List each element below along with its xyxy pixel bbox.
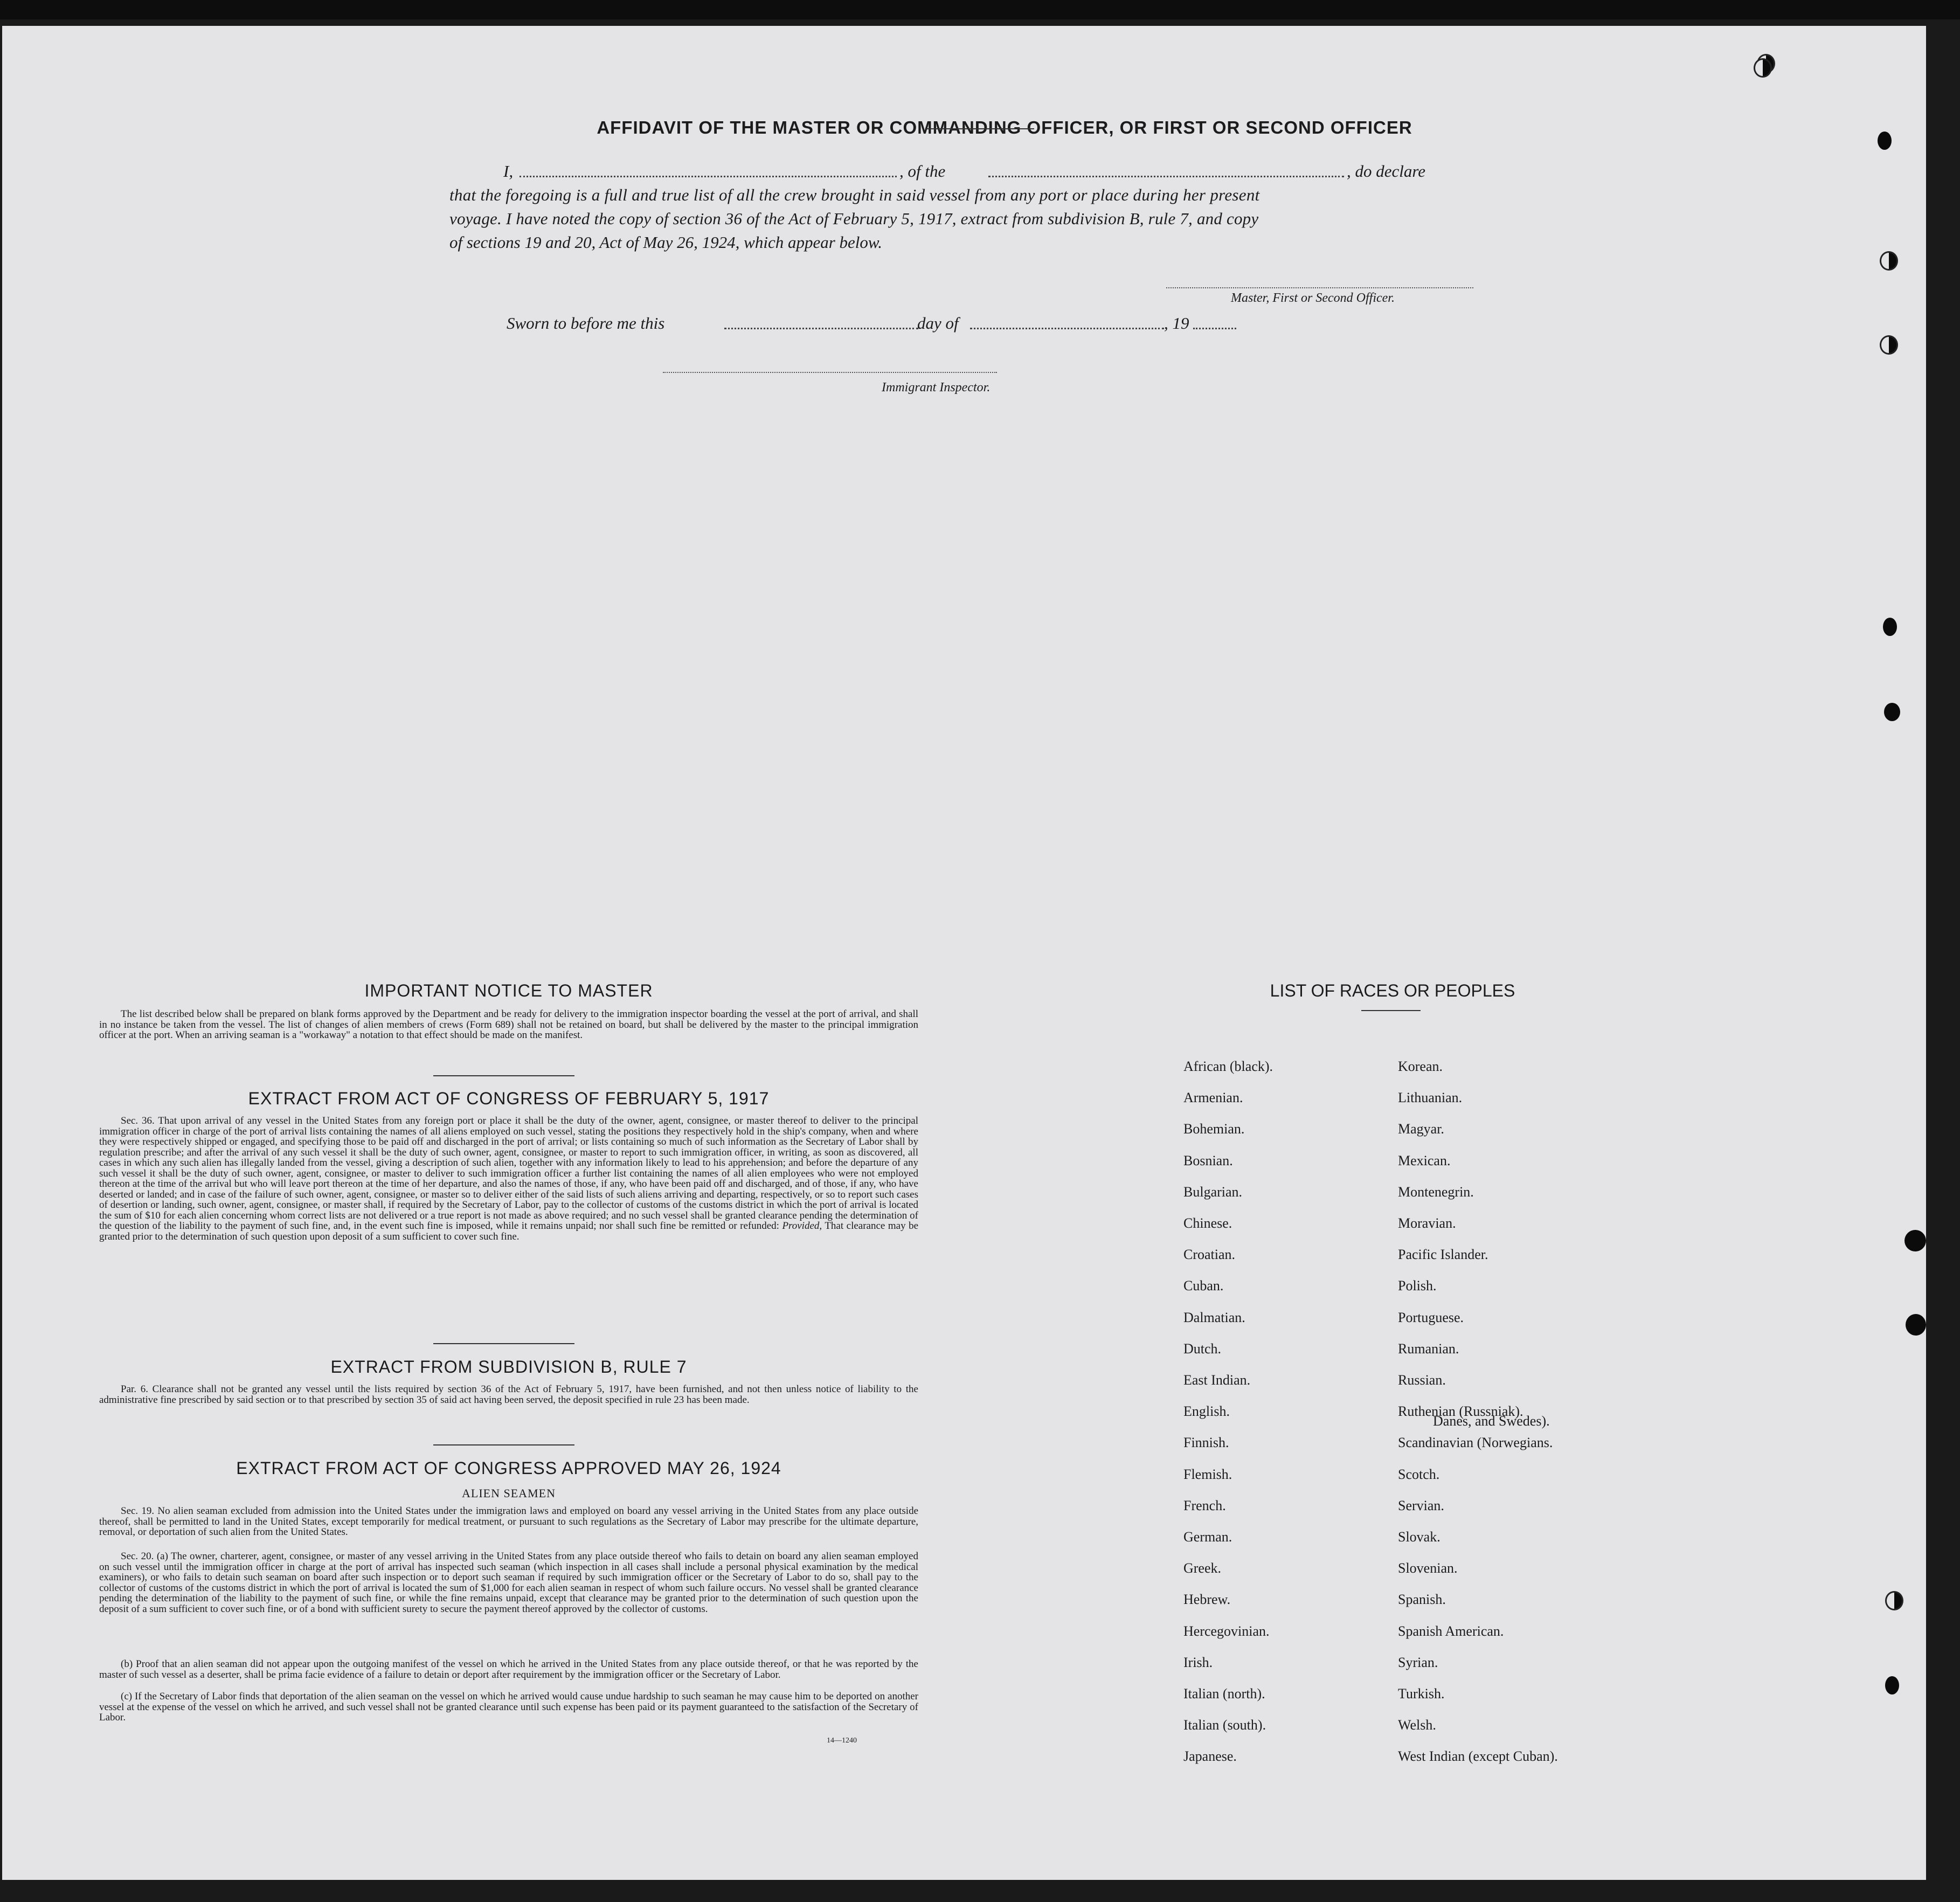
sec-36-body: That upon arrival of any vessel in the United States from any foreign port or place it shall be the duty of the owner, agent, consignee, or master thereof to deliver to the principal immigration officer in charge of the port of arrival lists containing the names of all aliens employed on such vessel, stating the positions they respectively hold in the ship's company, when and where they were respectively shipped or engaged, and specifying those to be paid off and discharged in the port of arrival; or lists containing so much of such information as the Secretary of Labor shall by regulation prescribe; and after the arrival of any such vessel it shall be the duty of such owner, agent, consignee, or master to report to such immigration officer, in writing, as soon as discovered, all cases in which any such alien has illegally landed from the vessel, giving a description of such alien, together with any information likely to lead to his apprehension; and before the departure of any such vessel it shall be the duty of such owner, agent, consignee, or master to deliver to such immigration officer a further list containing the names of all alien employees who were not employed thereon at the time of the arrival but who will leave port thereon at the time of her departure, and also the names of those, if any, who have been paid off and discharged, and of those, if any, who have deserted or landed; and in case of the failure of such owner, agent, consignee, or master so to deliver either of the said lists of such aliens arriving and departing, respectively, or so to report such cases of desertion or landing, such owner, agent, consignee, or master shall, if required by the Secretary of Labor, pay to the collector of customs of the customs district in which the port of arrival is located the sum of $10 for each alien concerning whom correct lists are not delivered or a true report is not made as above required; and no such vessel shall be granted clearance pending the determination of the question of the liability to the payment of such fine, and, in the event such fine is imposed, while it remains unpaid; nor shall such fine be remitted or refunded: [99,1115,918,1232]
sworn-month-field[interactable] [970,328,1164,329]
race-item: Hercegovinian. [1183,1623,1270,1639]
day-of-text: day of [917,314,959,333]
punch-hole [1884,703,1900,721]
race-item: Croatian. [1183,1247,1236,1263]
notice-text: The list described below shall be prepared on blank forms approved by the Department and be ready for delivery to the immigration inspector boarding the vessel at the port of arrival, and shall in no instance be taken from the vessel. The list of changes of alien members of crews (Form 689) shall not be retained on board, but shall be delivered by the master to the principal immigration officer at the port. When an arriving seaman is a "workaway" a notation to that effect should be made on the manifest. [99,1008,918,1041]
race-item: Bulgarian. [1183,1184,1243,1200]
race-item: Ruthenian (Russniak). [1398,1403,1523,1420]
race-item: German. [1183,1529,1232,1545]
race-item: Flemish. [1183,1466,1232,1482]
year-text: , 19 [1164,314,1189,333]
section-divider [433,1343,574,1344]
punch-hole [1906,1314,1926,1336]
form-number: 14—1240 [827,1737,857,1745]
punch-hole [1885,1591,1903,1610]
race-item: Cuban. [1183,1278,1224,1294]
race-item: Irish. [1183,1654,1213,1670]
race-item: African (black). [1183,1059,1273,1074]
race-item: Moravian. [1398,1215,1456,1231]
race-item: West Indian (except Cuban). [1398,1748,1558,1765]
provided-word: Provided, [782,1220,822,1232]
race-item: Pacific Islander. [1398,1247,1488,1263]
affidavit-line-2: that the foregoing is a full and true list of all the crew brought in said vessel from any port or place during her present [449,185,1260,204]
document-page [2,26,1926,1880]
race-item: Dutch. [1183,1340,1222,1357]
punch-hole [1880,251,1898,271]
sworn-text: Sworn to before me this [507,314,665,333]
race-item: Russian. [1398,1372,1446,1388]
affidavit-of-the: , of the [899,162,946,181]
master-label: Master, First or Second Officer. [1231,291,1395,305]
punch-hole [1883,618,1897,636]
race-item: Hebrew. [1183,1592,1231,1608]
sec-36-end: That clearance may be granted prior to the determination of such question upon deposit of a sum sufficient to cover such fine. [99,1220,918,1242]
sec-19-text: Sec. 19. No alien seaman excluded from admission into the United States under the immigration laws and employed on board any vessel arriving in the United States from any place outside thereof, shall be permitted to land in the United States, except temporarily for medical treatment, or pursuant to such regulations as the Secretary of Labor may prescribe for the ultimate departure, removal, or deportation of such alien from the United States. [99,1505,918,1538]
sec-20b-text: (b) Proof that an alien seaman did not appear upon the outgoing manifest of the vessel on which he arrived in the United States from any place outside thereof, or that he was reported by the master of such vessel as a deserter, shall be prima facie evidence of a failure to detain or deport after requirement by the immigration officer or the Secretary of Labor. [99,1658,918,1680]
section-divider [433,1075,574,1076]
affidavit-line-4: of sections 19 and 20, Act of May 26, 1924, which appear below. [449,233,883,252]
race-item: English. [1183,1403,1230,1420]
race-item: Portuguese. [1398,1309,1464,1325]
punch-hole [1754,58,1772,78]
race-item: Italian (south). [1183,1717,1266,1733]
race-item: Finnish. [1183,1435,1229,1451]
sworn-day-field[interactable] [724,328,918,329]
rule-7-title: EXTRACT FROM SUBDIVISION B, RULE 7 [330,1357,687,1377]
extract-1917-title: EXTRACT FROM ACT OF CONGRESS OF FEBRUARY 5, 1917 [248,1089,770,1108]
alien-seamen-subtitle: ALIEN SEAMEN [462,1486,556,1500]
race-item: Magyar. [1398,1121,1444,1137]
notice-title: IMPORTANT NOTICE TO MASTER [364,981,653,1000]
sec-20c-text: (c) If the Secretary of Labor finds that deportation of the alien seaman on the vessel on which he arrived would cause undue hardship to such seaman he may cause him to be deported on another vessel at the expense of the vessel on which he arrived, and such vessel shall not be granted clearance until such expense has been paid or its payment guaranteed to the satisfaction of the Secretary of Labor. [99,1691,918,1723]
master-signature-line[interactable] [1166,287,1473,288]
race-item: Montenegrin. [1398,1184,1474,1200]
race-item: Spanish American. [1398,1623,1504,1639]
affidavit-title: AFFIDAVIT OF THE MASTER OR COMMANDING OFFICER, OR FIRST OR SECOND OFFICER [597,117,1412,137]
affidavit-i: I, [503,162,514,181]
race-item: Spanish. [1398,1592,1446,1608]
race-item: Scandinavian (Norwegians. [1398,1435,1553,1451]
punch-hole [1878,132,1892,150]
races-divider [1361,1010,1421,1011]
inspector-label: Immigrant Inspector. [882,381,991,395]
race-item: Chinese. [1183,1215,1232,1231]
race-item: Slovak. [1398,1529,1440,1545]
sec-36-label: Sec. 36. [121,1115,155,1126]
scan-top-edge [0,0,1960,19]
inspector-signature-line[interactable] [663,372,997,373]
race-item: Welsh. [1398,1717,1436,1733]
race-item: Bohemian. [1183,1121,1245,1137]
extract-1924-title: EXTRACT FROM ACT OF CONGRESS APPROVED MAY 26, 1924 [236,1458,781,1478]
name-field[interactable] [520,176,897,177]
race-item: Mexican. [1398,1152,1451,1168]
affidavit-line-3: voyage. I have noted the copy of section 36 of the Act of February 5, 1917, extract from subdivision B, rule 7, and copy [449,209,1259,228]
race-item: Armenian. [1183,1090,1243,1106]
race-item: East Indian. [1183,1372,1251,1388]
race-item: Polish. [1398,1278,1437,1294]
race-item: Greek. [1183,1560,1222,1576]
race-item: Scotch. [1398,1466,1440,1482]
race-item: Japanese. [1183,1748,1237,1765]
section-divider [433,1444,574,1445]
title-underline [926,128,1034,129]
race-item: Syrian. [1398,1654,1438,1670]
race-item: Slovenian. [1398,1560,1458,1576]
race-item: Turkish. [1398,1686,1445,1702]
extract-1917-text [99,1116,918,1242]
punch-hole [1885,1676,1899,1694]
vessel-field[interactable] [988,176,1344,177]
race-item: Dalmatian. [1183,1309,1245,1325]
races-title: LIST OF RACES OR PEOPLES [1270,981,1515,1000]
sworn-year-field[interactable] [1193,328,1236,329]
race-item: Bosnian. [1183,1152,1233,1168]
race-item: Lithuanian. [1398,1090,1463,1106]
punch-hole [1880,335,1898,355]
race-item: Servian. [1398,1497,1444,1513]
rule-7-text: Par. 6. Clearance shall not be granted any vessel until the lists required by section 36 of the Act of February 5, 1917, have been furnished, and not then unless notice of liability to the administrative fine prescribed by said section or to that prescribed by section 35 of said act having been served, the deposit specified in rule 23 has been made. [99,1384,918,1406]
race-item: Italian (north). [1183,1686,1265,1702]
race-item: French. [1183,1497,1226,1513]
race-item: Rumanian. [1398,1340,1459,1357]
race-item: Korean. [1398,1059,1443,1074]
sec-20a-text: Sec. 20. (a) The owner, charterer, agent, consignee, or master of any vessel arriving in the United States from any place outside thereof who fails to detain on board any alien seaman employed on such vessel until the immigration officer in charge at the port of arrival has inspected such seaman (which inspection in all cases shall include a personal physical examination by the medical examiners), or who fails to detain such seaman on board after such inspection or to deport such seaman if required by such immigration officer or the Secretary of Labor to do so, shall pay to the collector of customs of the customs district in which the port of arrival is located the sum of $1,000 for each alien seaman in respect of whom such failure occurs. No vessel shall be granted clearance pending the determination of the liability to the payment of such fine, or while the fine remains unpaid, except that clearance may be granted prior to the determination of such question upon the deposit of a sum sufficient to cover such fine, or of a bond with sufficient surety to secure the payment thereof approved by the collector of customs. [99,1551,918,1615]
race-scandinavian-cont: Danes, and Swedes). [1433,1413,1550,1429]
affidavit-declare: , do declare [1347,162,1426,181]
punch-hole [1904,1230,1926,1251]
